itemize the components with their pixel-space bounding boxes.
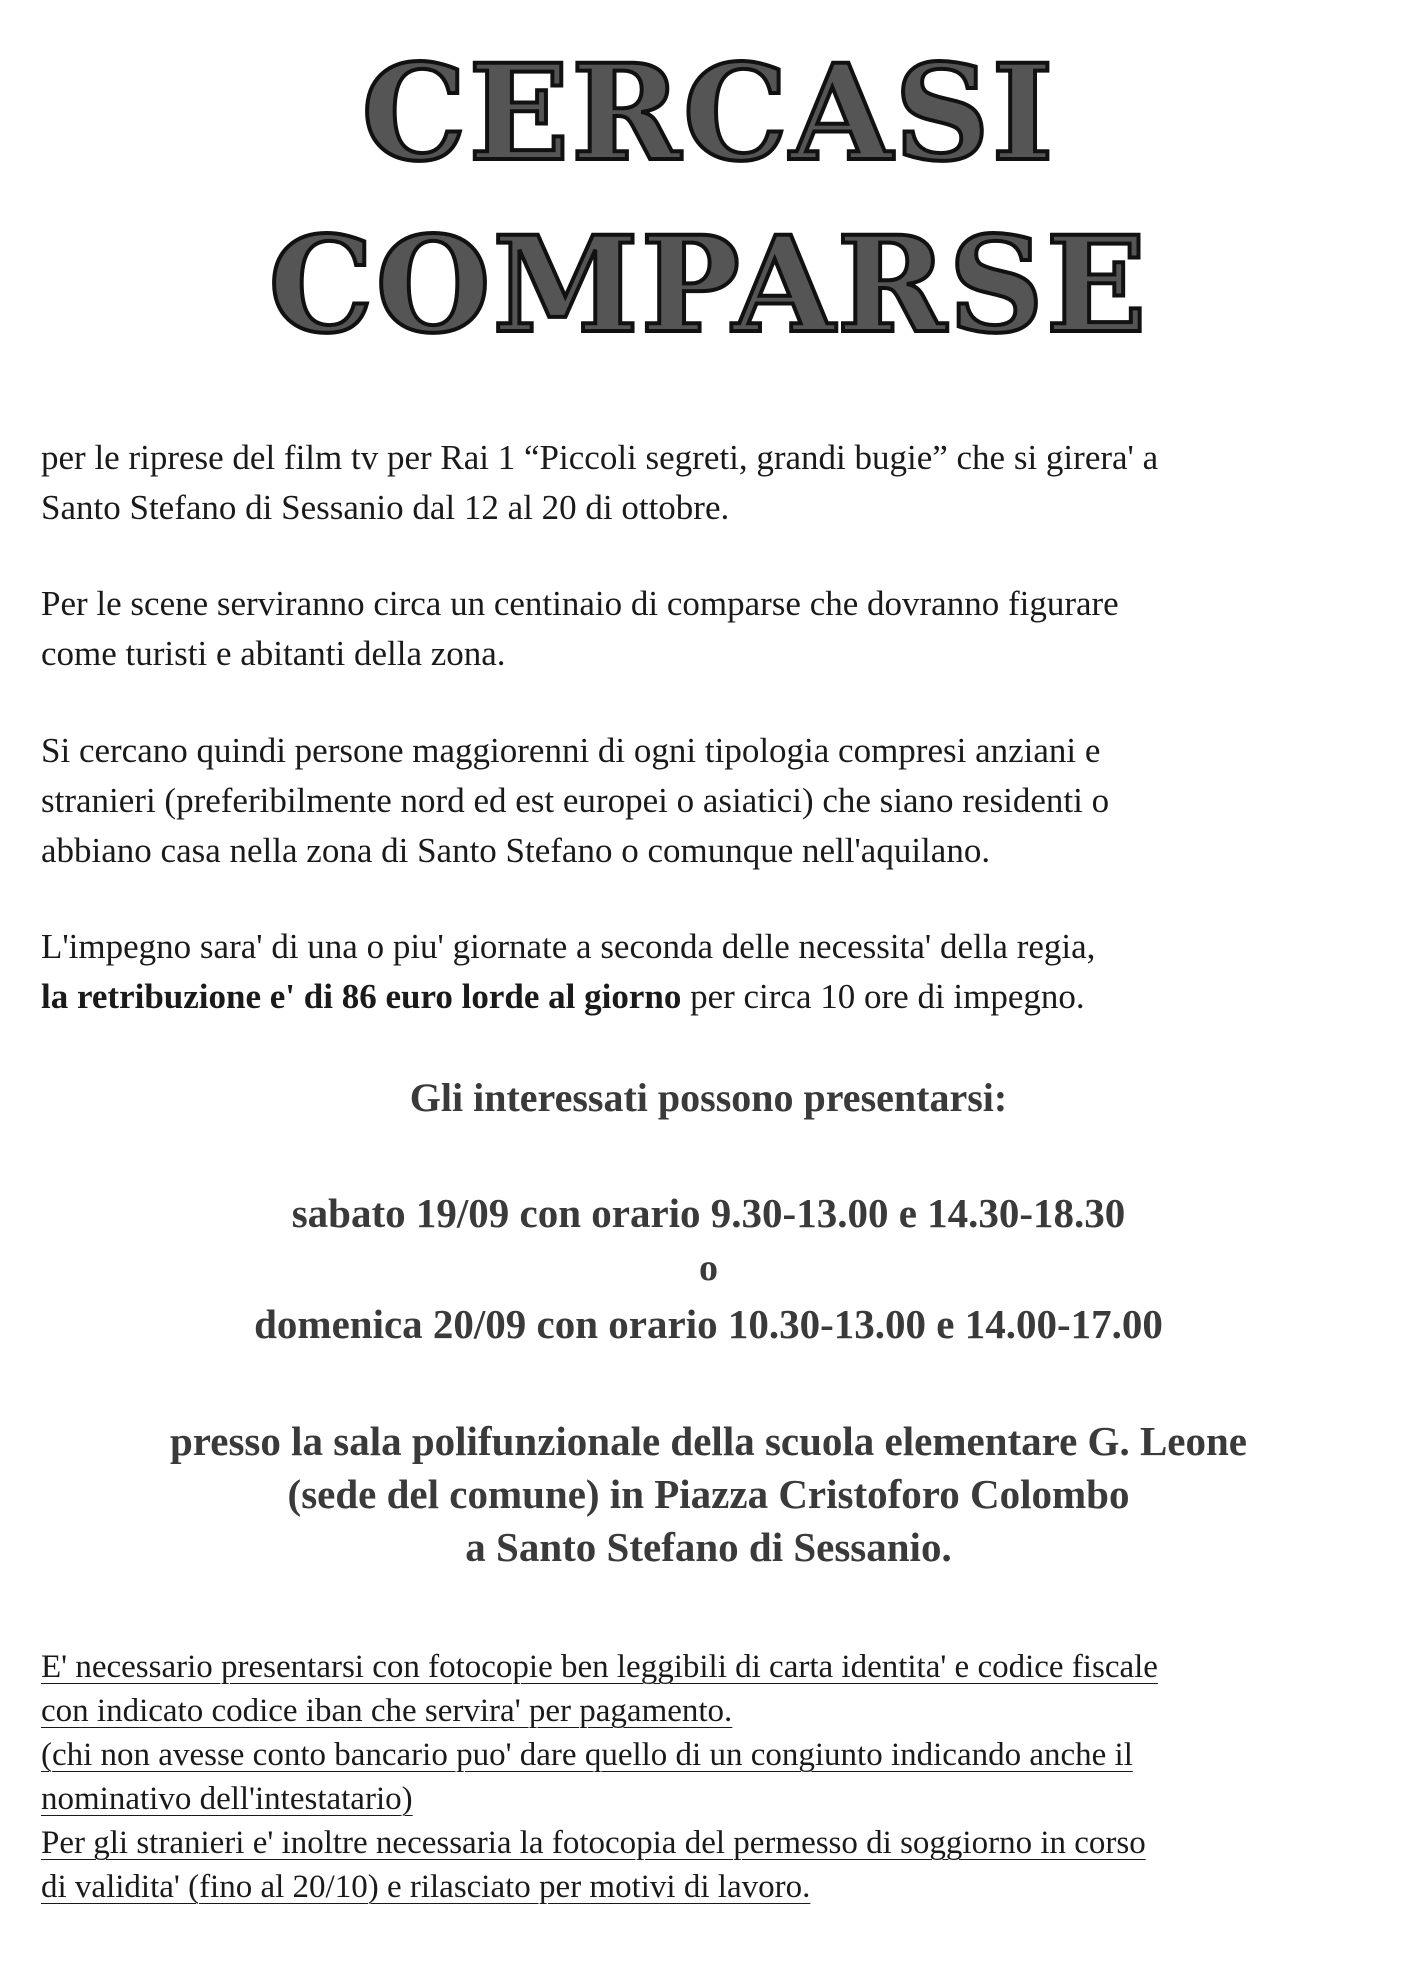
headline-cercasi: CERCASI	[361, 36, 1056, 191]
intro-line: Santo Stefano di Sessanio dal 12 al 20 di ottobre.	[41, 488, 730, 527]
pay-hours: per circa 10 ore di impegno.	[681, 977, 1085, 1016]
venue-line: a Santo Stefano di Sessanio.	[465, 1524, 952, 1570]
pay-highlight: la retribuzione e' di 86 euro lorde al giorno	[41, 977, 682, 1016]
requirements-line: nominativo dell'intestatario)	[41, 1781, 413, 1817]
requirements-line: (chi non avesse conto bancario puo' dare quello di un congiunto indicando anche il	[41, 1737, 1133, 1773]
requirements-notes	[41, 1645, 1158, 1909]
requirements-line: con indicato codice iban che servira' per pagamento.	[41, 1693, 733, 1729]
commitment-line: L'impegno sara' di una o piu' giornate a seconda delle necessita' della regia,	[41, 927, 1096, 966]
seeking-line: stranieri (preferibilmente nord ed est europei o asiatici) che siano residenti o	[41, 781, 1110, 820]
schedule-saturday: sabato 19/09 con orario 9.30-13.00 e 14.30-18.30	[291, 1190, 1126, 1236]
seeking-paragraph	[41, 726, 1381, 876]
schedule-or: o	[699, 1247, 718, 1289]
venue-block	[0, 1415, 1417, 1574]
requirements-line: E' necessario presentarsi con fotocopie ben leggibili di carta identita' e codice fiscale	[41, 1649, 1158, 1685]
commitment-pay-line	[41, 972, 1381, 1022]
scenes-line: come turisti e abitanti della zona.	[41, 634, 506, 673]
call-heading: Gli interessati possono presentarsi:	[409, 1075, 1008, 1120]
intro-paragraph	[41, 433, 1381, 533]
requirements-line: Per gli stranieri e' inoltre necessaria la fotocopia del permesso di soggiorno in corso	[41, 1825, 1146, 1861]
seeking-line: abbiano casa nella zona di Santo Stefano o comunque nell'aquilano.	[41, 831, 991, 870]
intro-line: per le riprese del film tv per Rai 1 “Piccoli segreti, grandi bugie” che si girera' a	[41, 438, 1159, 477]
commitment-paragraph	[41, 922, 1381, 1022]
headline-comparse: COMPARSE	[268, 208, 1149, 363]
venue-line: presso la sala polifunzionale della scuola elementare G. Leone	[170, 1418, 1247, 1464]
scenes-paragraph	[41, 579, 1381, 679]
scenes-line: Per le scene serviranno circa un centinaio di comparse che dovranno figurare	[41, 584, 1119, 623]
seeking-line: Si cercano quindi persone maggiorenni di ogni tipologia compresi anziani e	[41, 731, 1101, 770]
venue-line: (sede del comune) in Piazza Cristoforo Colombo	[287, 1471, 1130, 1517]
schedule-sunday: domenica 20/09 con orario 10.30-13.00 e 14.00-17.00	[254, 1301, 1163, 1347]
requirements-line: di validita' (fino al 20/10) e rilasciato per motivi di lavoro.	[41, 1869, 811, 1905]
